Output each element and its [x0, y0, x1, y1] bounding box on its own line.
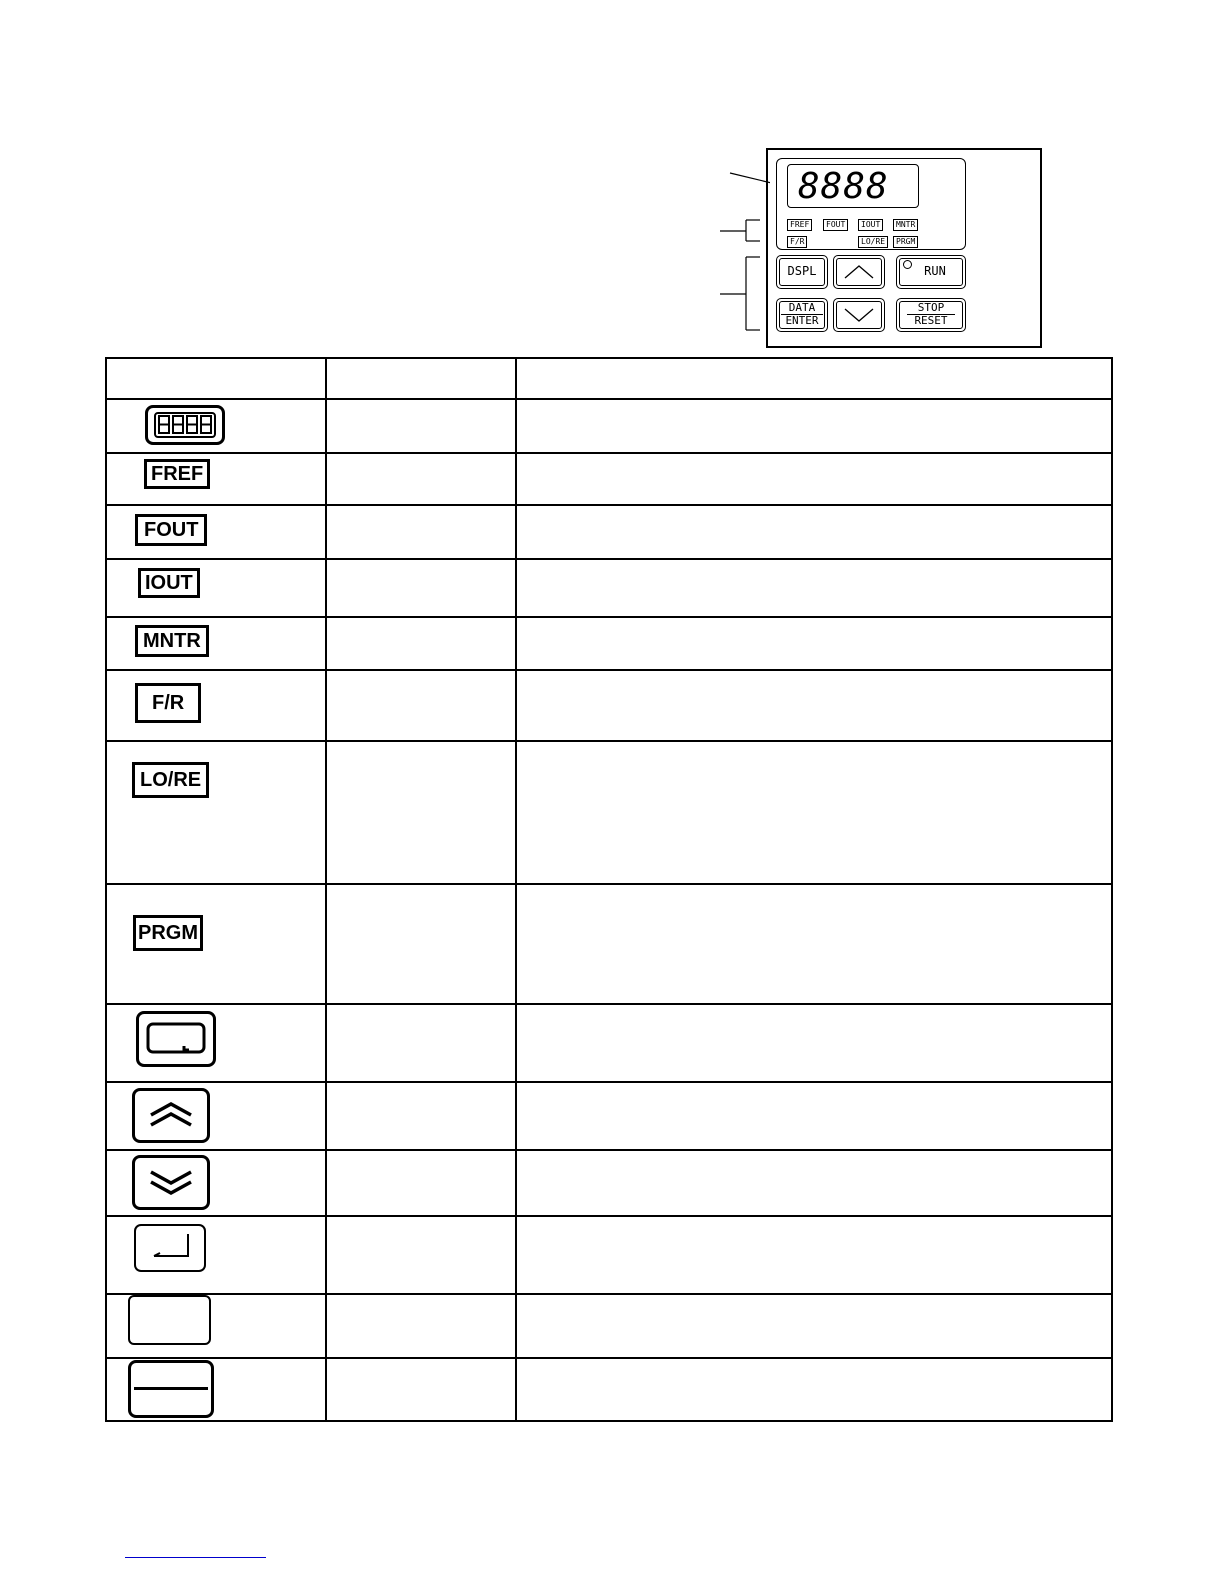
fref-indicator-icon: FREF [144, 459, 210, 489]
run-key-label: RUN [924, 264, 946, 278]
function-cell [326, 617, 516, 670]
function-cell [326, 559, 516, 617]
icon-cell [106, 1294, 326, 1358]
description-cell [516, 670, 1112, 741]
header-cell [106, 358, 326, 399]
digit-display [787, 164, 919, 208]
icon-cell [106, 884, 326, 1004]
header-cell [326, 358, 516, 399]
description-cell [516, 453, 1112, 505]
callout-lines [700, 140, 770, 340]
display-area [776, 158, 966, 250]
down-arrow-icon [839, 303, 879, 327]
description-cell [516, 1216, 1112, 1294]
table-row [106, 1004, 1112, 1082]
description-cell [516, 1004, 1112, 1082]
function-cell [326, 453, 516, 505]
icon-cell [106, 1004, 326, 1082]
display-key-icon [136, 1011, 216, 1067]
run-key[interactable] [896, 255, 966, 289]
fout-indicator-icon: FOUT [135, 514, 207, 546]
description-cell [516, 559, 1112, 617]
up-key[interactable] [833, 255, 885, 289]
function-cell [326, 1294, 516, 1358]
icon-cell [106, 1150, 326, 1216]
function-cell [326, 399, 516, 453]
indicator-fout: FOUT [823, 219, 848, 231]
table-row [106, 741, 1112, 884]
function-cell [326, 1004, 516, 1082]
function-cell [326, 741, 516, 884]
reset-key-label: RESET [907, 314, 955, 327]
function-cell [326, 1358, 516, 1421]
table-row [106, 453, 1112, 505]
down-key[interactable] [833, 298, 885, 332]
mntr-indicator-icon: MNTR [135, 625, 209, 657]
icon-cell [106, 741, 326, 884]
indicator-prgm: PRGM [893, 236, 918, 248]
dspl-key[interactable] [776, 255, 828, 289]
icon-cell [106, 505, 326, 559]
indicator-iout: IOUT [858, 219, 883, 231]
prgm-indicator-icon: PRGM [133, 915, 203, 951]
keypad-function-table [105, 357, 1113, 1422]
icon-cell [106, 453, 326, 505]
run-key-icon [128, 1295, 211, 1345]
data-key-label: DATA [788, 301, 816, 314]
table-row [106, 670, 1112, 741]
increment-key-icon [132, 1088, 210, 1143]
table-header-row [106, 358, 1112, 399]
indicator-fref: FREF [787, 219, 812, 231]
description-cell [516, 1358, 1112, 1421]
icon-cell [106, 1082, 326, 1150]
indicator-lore: LO/RE [858, 236, 888, 248]
description-cell [516, 617, 1112, 670]
icon-cell [106, 1358, 326, 1421]
fr-indicator-icon: F/R [135, 683, 201, 723]
enter-key-label: ENTER [781, 314, 823, 327]
description-cell [516, 505, 1112, 559]
description-cell [516, 399, 1112, 453]
operator-panel [766, 148, 1042, 348]
data-enter-key[interactable] [776, 298, 828, 332]
table-row [106, 1358, 1112, 1421]
icon-cell [106, 559, 326, 617]
function-cell [326, 884, 516, 1004]
enter-key-icon [134, 1224, 206, 1272]
function-cell [326, 505, 516, 559]
decrement-key-icon [132, 1155, 210, 1210]
function-cell [326, 1082, 516, 1150]
table-row [106, 559, 1112, 617]
function-cell [326, 1216, 516, 1294]
stop-reset-key-icon [128, 1360, 214, 1418]
lore-indicator-icon: LO/RE [132, 762, 209, 798]
table-row [106, 1082, 1112, 1150]
footer-rule [125, 1557, 266, 1558]
description-cell [516, 884, 1112, 1004]
icon-cell [106, 670, 326, 741]
up-arrow-icon [839, 260, 879, 284]
iout-indicator-icon: IOUT [138, 568, 200, 598]
keypad-figure [700, 140, 1060, 355]
icon-cell [106, 1216, 326, 1294]
function-cell [326, 670, 516, 741]
table-row [106, 399, 1112, 453]
description-cell [516, 741, 1112, 884]
indicator-fr: F/R [787, 236, 807, 248]
description-cell [516, 1150, 1112, 1216]
table-row [106, 505, 1112, 559]
description-cell [516, 1294, 1112, 1358]
stop-key-label: STOP [917, 301, 945, 314]
display-digits: 8888 [798, 166, 889, 207]
header-cell [516, 358, 1112, 399]
dspl-key-label: DSPL [787, 264, 817, 278]
stop-reset-key[interactable] [896, 298, 966, 332]
table-row [106, 1216, 1112, 1294]
icon-cell [106, 617, 326, 670]
table-row [106, 1150, 1112, 1216]
function-cell [326, 1150, 516, 1216]
indicator-mntr: MNTR [893, 219, 918, 231]
icon-cell [106, 399, 326, 453]
table-row [106, 1294, 1112, 1358]
table-row [106, 617, 1112, 670]
description-cell [516, 1082, 1112, 1150]
seven-segment-display-icon [145, 405, 225, 445]
table-row [106, 884, 1112, 1004]
